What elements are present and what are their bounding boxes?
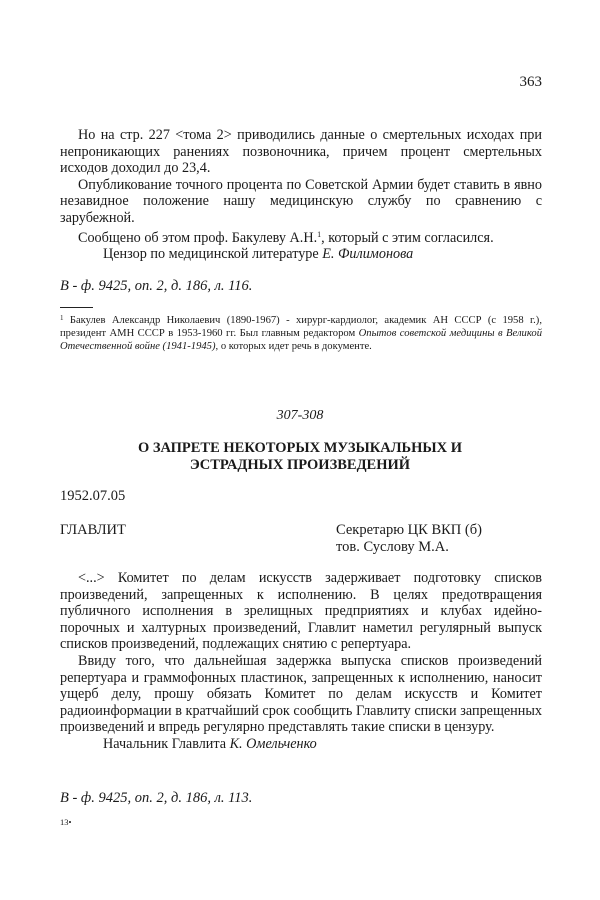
document-number: 307-308 — [276, 408, 324, 423]
document-body — [60, 570, 542, 753]
footnote: $^1$ Бакулев Александр Николаевич (1890-1967) - хирург-кардиолог, академик АН СССР (с 1958 г.), президент АМН СССР в 1953-1960 гг. Был главным редактором Опытов советской медицины в Великой Отечественной войне (1941-1945), о которых идет речь в документе. — [60, 314, 542, 352]
page-number: 363 — [519, 74, 542, 90]
signatory-name: К. Омельченко — [229, 735, 317, 752]
paragraph: Сообщено об этом проф. Бакулеву А.Н.$^1$, который с этим согласился. — [78, 229, 494, 246]
archive-reference: В - ф. 9425, оп. 2, д. 186, л. 113. — [60, 790, 253, 806]
footnote-mark: 1 — [60, 314, 64, 322]
book-title: Опытов советской медицины в Великой Отечественной войне (1941-1945) — [60, 328, 542, 352]
signature: Начальник Главлита К. Омельченко — [103, 735, 317, 752]
signature: Цензор по медицинской литературе Е. Филимонова — [103, 246, 414, 263]
document-title: О ЗАПРЕТЕ НЕКОТОРЫХ МУЗЫКАЛЬНЫХ И ЭСТРАДНЫХ ПРОИЗВЕДЕНИЙ — [137, 440, 463, 473]
footnote-reference[interactable]: 1 — [317, 229, 322, 239]
document-sender: ГЛАВЛИТ — [60, 522, 126, 538]
signatory-name: Е. Филимонова — [322, 246, 414, 263]
paragraph: Ввиду того, что дальнейшая задержка выпуска списков произведений репертуара и граммофонных пластинок, запрещенных к исполнению, наносит ущерб делу, прошу обязать Комитет по делам искусств и Комитет радиоинформации в кратчайший срок сообщить Главлиту списки запрещенных произведений и впредь регулярно представлять такие списки в цензуру. — [60, 652, 542, 736]
paragraph: Но на стр. 227 <тома 2> приводились данные о смертельных исходах при непроникающих ранениях позвоночника, причем процент смертельных исходов доходил до 23,4. — [60, 127, 542, 177]
paragraph: Опубликование точного процента по Советской Армии будет ставить в явно незавидное положение нашу медицинскую службу по сравнению с зарубежной. — [60, 176, 542, 226]
document-addressee: Секретарю ЦК ВКП (б) тов. Суслову М.А. — [336, 522, 482, 555]
paragraph: <...> Комитет по делам искусств задерживает подготовку списков произведений, запрещенных к исполнению. В целях предотвращения публичного исполнения в зрелищных предприятиях и клубах идейно-порочных и халтурных произведений, Главлит наметил регулярный выпуск списков произведений, подлежащих снятию с репертуара. — [60, 570, 542, 653]
sheet-signature-mark: 13• — [60, 817, 72, 827]
footnote-divider — [60, 307, 93, 308]
document-date: 1952.07.05 — [60, 488, 126, 504]
previous-document-body — [60, 127, 542, 263]
archive-reference: В - ф. 9425, оп. 2, д. 186, л. 116. — [60, 278, 253, 294]
